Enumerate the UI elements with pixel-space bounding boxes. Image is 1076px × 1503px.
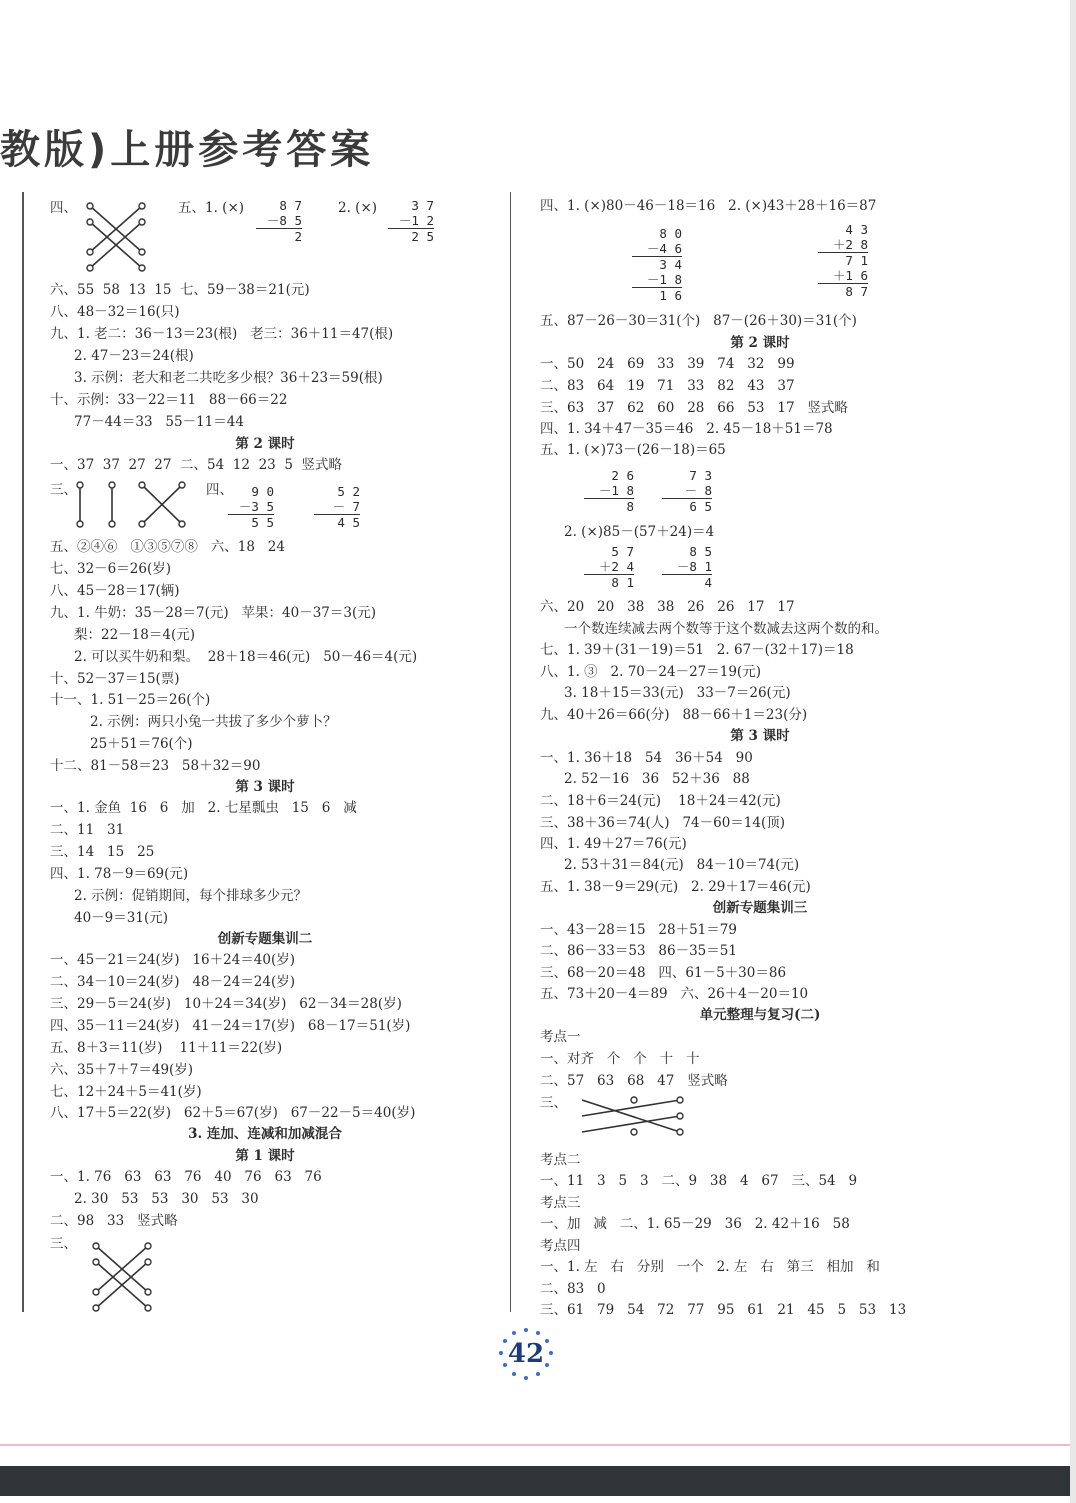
calc-row: －1 8 — [646, 272, 682, 287]
answer-line: 二、86－33＝53 86－35＝51 — [540, 943, 737, 959]
answer-line: 五、87－26－30＝31(个) 87－(26＋30)＝31(个) — [540, 313, 857, 329]
answer-line: 一、加 减 二、1. 65－29 36 2. 42＋16 58 — [540, 1216, 850, 1232]
answer-line: 四、1. 49＋27＝76(元) — [540, 836, 687, 852]
calc-row: －4 6 — [646, 241, 682, 256]
answer-line: 十一、1. 51－25＝26(个) — [50, 692, 211, 708]
vertical-calculation — [314, 484, 360, 530]
answer-line: 七、1. 39＋(31－19)＝51 2. 67－(32＋17)＝18 — [540, 642, 854, 658]
calc-row: 1 6 — [632, 287, 682, 303]
answer-line: 一、11 3 5 3 二、9 38 4 67 三、54 9 — [540, 1173, 858, 1189]
answer-line: 一、1. 36＋18 54 36＋54 90 — [540, 750, 753, 766]
answer-line: 2. 可以买牛奶和梨。 28＋18＝46(元) 50－46＝4(元) — [74, 649, 418, 665]
calc-row: 5 7 — [611, 544, 634, 559]
question-label: 四、 — [206, 482, 233, 498]
answer-line: 五、②④⑥ ①③⑤⑦⑧ 六、18 24 — [50, 539, 285, 555]
calc-row: 9 0 — [251, 484, 274, 499]
answer-line: 一个数连续减去两个数等于这个数减去这两个数的和。 — [564, 621, 888, 637]
calc-row: 8 0 — [659, 226, 682, 241]
vertical-calculation — [662, 544, 712, 590]
answer-line: 五、8＋3＝11(岁) 11＋11＝22(岁) — [50, 1040, 283, 1056]
answer-line: 五、1. 38－9＝29(元) 2. 29＋17＝46(元) — [540, 879, 811, 895]
question-label: 三、 — [50, 482, 77, 498]
answer-line: 七、32－6＝26(岁) — [50, 561, 171, 577]
answer-line: 九、40＋26＝66(分) 88－66＋1＝23(分) — [540, 707, 808, 723]
answer-line: 八、17＋5＝22(岁) 62＋5＝67(岁) 67－22－5＝40(岁) — [50, 1105, 416, 1121]
footer-divider — [0, 1444, 1070, 1446]
section-heading: 第 1 课时 — [235, 1148, 295, 1164]
calc-row: 8 7 — [279, 198, 302, 213]
calc-row: 7 1 — [818, 252, 868, 268]
answer-line: 八、48－32＝16(只) — [50, 304, 180, 320]
answer-line: 一、1. 76 63 63 76 40 76 63 76 — [50, 1169, 322, 1185]
answer-line: 四、1. 78－9＝69(元) — [50, 866, 189, 882]
answer-line: 77－44＝33 55－11＝44 — [74, 414, 244, 430]
calc-row: 3 7 — [411, 198, 434, 213]
question-label: 五、1. (×) — [178, 200, 245, 216]
answer-line: 六、55 58 13 15 七、59－38＝21(元) — [50, 282, 310, 298]
question-label: 四、 — [50, 200, 77, 216]
calc-row: 2 6 — [611, 468, 634, 483]
answer-line: 一、1. 金鱼 16 6 加 2. 七星瓢虫 15 6 减 — [50, 800, 357, 816]
calc-row: －8 1 — [676, 559, 712, 574]
answer-line: 考点二 — [540, 1152, 581, 1168]
answer-line: 一、对齐 个 个 十 十 — [540, 1051, 700, 1067]
answer-line: 考点三 — [540, 1195, 581, 1211]
calc-row: 5 5 — [228, 514, 274, 530]
matching-diagram — [84, 200, 150, 272]
page-edge — [1070, 0, 1076, 1503]
section-heading: 第 3 课时 — [730, 728, 790, 744]
section-heading: 第 2 课时 — [730, 335, 790, 351]
calc-row: 4 — [662, 574, 712, 590]
answer-line: 九、1. 牛奶：35－28＝7(元) 苹果：40－37＝3(元) — [50, 605, 377, 621]
calc-row: ＋2 8 — [832, 237, 868, 252]
vertical-calculation — [584, 468, 634, 514]
calc-row: 7 3 — [689, 468, 712, 483]
calc-row: 8 1 — [584, 574, 634, 590]
calc-row: 5 2 — [337, 484, 360, 499]
calc-row: 6 5 — [662, 498, 712, 514]
answer-line: 九、1. 老二：36－13＝23(根) 老三：36＋11＝47(根) — [50, 326, 394, 342]
page-number-badge — [496, 1326, 556, 1382]
calc-row: ＋1 6 — [832, 268, 868, 283]
answer-line: 八、1. ③ 2. 70－24－27＝19(元) — [540, 664, 761, 680]
answer-line: 六、20 20 38 38 26 26 17 17 — [540, 599, 795, 615]
answer-line: 3. 18＋15＝33(元) 33－7＝26(元) — [564, 685, 791, 701]
answer-line: 3. 示例：老大和老二共吃多少根？36＋23＝59(根) — [74, 370, 383, 386]
section-heading: 3. 连加、连减和加减混合 — [188, 1126, 342, 1142]
answer-line: 一、37 37 27 27 二、54 12 23 5 竖式略 — [50, 457, 342, 473]
section-heading: 第 2 课时 — [235, 436, 295, 452]
matching-diagram — [576, 1094, 688, 1138]
answer-line: 二、57 63 68 47 竖式略 — [540, 1073, 728, 1089]
section-heading: 第 3 课时 — [235, 779, 295, 795]
question-label: 三、 — [540, 1095, 567, 1111]
answer-line: 三、14 15 25 — [50, 844, 155, 860]
answer-line: 2. 示例：两只小兔一共拔了多少个萝卜？ — [90, 714, 337, 730]
calc-row: － 7 — [332, 499, 360, 514]
matching-diagram — [72, 480, 192, 530]
answer-line: 二、98 33 竖式略 — [50, 1213, 178, 1229]
answer-line: 十、52－37＝15(票) — [50, 671, 180, 687]
answer-line: 2. 示例：促销期间，每个排球多少元？ — [74, 888, 308, 904]
section-heading: 创新专题集训三 — [712, 900, 808, 916]
answer-line: 考点四 — [540, 1238, 581, 1254]
answer-line: 40－9＝31(元) — [74, 910, 168, 926]
answer-line: 2. (×)85－(57＋24)＝4 — [564, 524, 715, 540]
answer-line: 三、38＋36＝74(人) 74－60＝14(顶) — [540, 815, 786, 831]
question-label: 三、 — [50, 1236, 77, 1252]
answer-line: 三、29－5＝24(岁) 10＋24＝34(岁) 62－34＝28(岁) — [50, 996, 402, 1012]
answer-line: 梨：22－18＝4(元) — [74, 627, 195, 643]
matching-diagram — [90, 1240, 156, 1312]
answer-line: 2. 52－16 36 52＋36 88 — [564, 771, 750, 787]
answer-line: 七、12＋24＋5＝41(岁) — [50, 1084, 202, 1100]
answer-line: 四、35－11＝24(岁) 41－24＝17(岁) 68－17＝51(岁) — [50, 1018, 411, 1034]
answer-line: 五、1. (×)73－(26－18)＝65 — [540, 442, 726, 458]
left-margin-rule — [22, 192, 24, 1312]
answer-line: 八、45－28＝17(辆) — [50, 583, 180, 599]
vertical-calculation — [632, 226, 682, 303]
question-label: 2. (×) — [338, 200, 378, 216]
answer-line: 四、1. 34＋47－35＝46 2. 45－18＋51＝78 — [540, 421, 833, 437]
answer-line: 六、35＋7＋7＝49(岁) — [50, 1062, 194, 1078]
answer-line: 三、61 79 54 72 77 95 61 21 45 5 53 13 — [540, 1302, 907, 1318]
answer-line: 一、45－21＝24(岁) 16＋24＝40(岁) — [50, 952, 296, 968]
answer-line: 四、1. (×)80－46－18＝16 2. (×)43＋28＋16＝87 — [540, 198, 877, 214]
calc-row: －1 8 — [598, 483, 634, 498]
vertical-calculation — [584, 544, 634, 590]
calc-row: 8 5 — [689, 544, 712, 559]
vertical-calculation — [228, 484, 274, 530]
calc-row: 4 5 — [314, 514, 360, 530]
calc-row: 4 3 — [845, 222, 868, 237]
vertical-calculation — [818, 222, 868, 299]
vertical-calculation — [662, 468, 712, 514]
answer-line: 2. 47－23＝24(根) — [74, 348, 194, 364]
calc-row: 8 — [584, 498, 634, 514]
answer-line: 二、83 64 19 71 33 82 43 37 — [540, 378, 795, 394]
answer-line: 二、18＋6＝24(元) 18＋24＝42(元) — [540, 793, 781, 809]
vertical-calculation — [256, 198, 302, 244]
calc-row: 3 4 — [632, 256, 682, 272]
calc-row: 2 5 — [388, 228, 434, 244]
section-heading: 创新专题集训二 — [217, 931, 313, 947]
answer-line: 十、示例：33－22＝11 88－66＝22 — [50, 392, 288, 408]
vertical-calculation — [388, 198, 434, 244]
calc-row: －8 5 — [266, 213, 302, 228]
answer-line: 二、34－10＝24(岁) 48－24＝24(岁) — [50, 974, 296, 990]
answer-line: 25＋51＝76(个) — [90, 736, 193, 752]
answer-line: 一、1. 左 右 分别 一个 2. 左 右 第三 相加 和 — [540, 1259, 880, 1275]
answer-line: 二、83 0 — [540, 1281, 606, 1297]
section-heading: 单元整理与复习(二) — [699, 1007, 821, 1023]
calc-row: － 8 — [684, 483, 712, 498]
answer-line: 一、43－28＝15 28＋51＝79 — [540, 922, 737, 938]
calc-row: 2 — [256, 228, 302, 244]
answer-line: 考点一 — [540, 1029, 581, 1045]
page-number: 42 — [507, 1339, 545, 1369]
calc-row: 8 7 — [818, 283, 868, 299]
answer-line: 三、63 37 62 60 28 66 53 17 竖式略 — [540, 400, 848, 416]
answer-line: 五、73＋20－4＝89 六、26＋4－20＝10 — [540, 986, 809, 1002]
calc-row: ＋2 4 — [598, 559, 634, 574]
answer-line: 二、11 31 — [50, 822, 125, 838]
answer-line: 十二、81－58＝23 58＋32＝90 — [50, 758, 261, 774]
footer-band — [0, 1466, 1070, 1496]
column-divider — [510, 192, 511, 1312]
answer-line: 2. 53＋31＝84(元) 84－10＝74(元) — [564, 857, 800, 873]
answer-line: 2. 30 53 53 30 53 30 — [74, 1191, 259, 1207]
page-title: 教版)上册参考答案 — [0, 127, 375, 173]
calc-row: －1 2 — [398, 213, 434, 228]
calc-row: －3 5 — [238, 499, 274, 514]
answer-line: 三、68－20＝48 四、61－5＋30＝86 — [540, 965, 787, 981]
answer-line: 一、50 24 69 33 39 74 32 99 — [540, 356, 795, 372]
